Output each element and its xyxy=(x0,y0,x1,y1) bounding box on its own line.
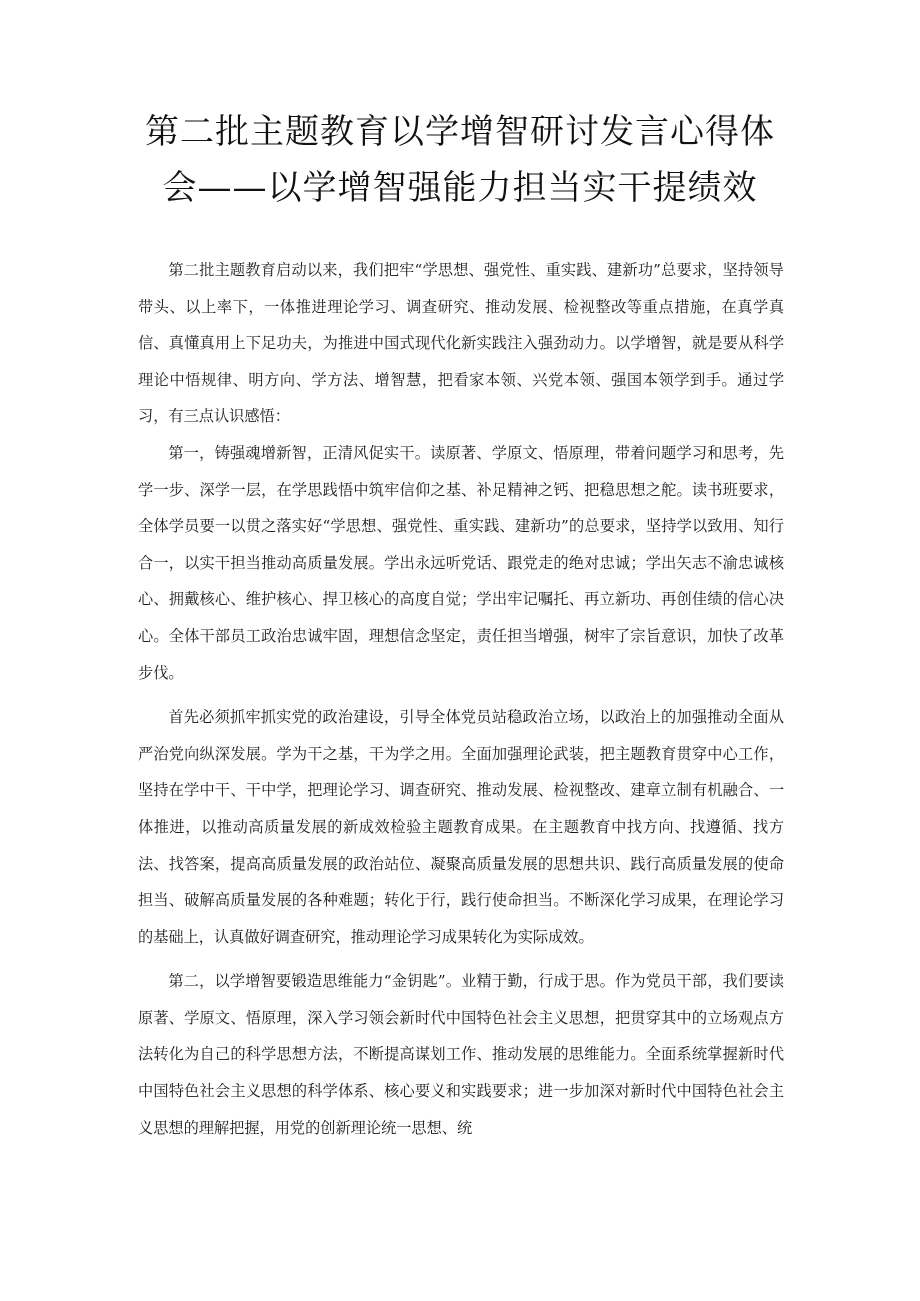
document-title xyxy=(120,104,800,216)
title-line-2: 会——以学增智强能力担当实干提绩效 xyxy=(162,168,758,208)
paragraph-political-building: 首先必须抓牢抓实党的政治建设，引导全体党员站稳政治立场，以政治上的加强推动全面从严治党向纵深发展。学为干之基，干为学之用。全面加强理论武装，把主题教育贯穿中心工作，坚持在学中干、干中学，把理论学习、调查研究、推动发展、检视整改、建章立制有机融合、一体推进，以推动高质量发展的新成效检验主题教育成果。在主题教育中找方向、找遵循、找方法、找答案，提高高质量发展的政治站位、凝聚高质量发展的思想共识、践行高质量发展的使命担当、破解高质量发展的各种难题；转化于行，践行使命担当。不断深化学习成果，在理论学习的基础上，认真做好调查研究，推动理论学习成果转化为实际成效。 xyxy=(138,708,784,946)
paragraph-point-two: 第二，以学增智要锻造思维能力“金钥匙”。业精于勤，行成于思。作为党员干部，我们要读原著、学原文、悟原理，深入学习领会新时代中国特色社会主义思想，把贯穿其中的立场观点方法转化为自己的科学思想方法，不断提高谋划工作、推动发展的思维能力。全面系统掌握新时代中国特色社会主义思想的科学体系、核心要义和实践要求；进一步加深对新时代中国特色社会主义思想的理解把握，用党的创新理论统一思想、统 xyxy=(138,972,784,1137)
document-body xyxy=(138,252,784,1146)
title-line-1: 第二批主题教育以学增智研讨发言心得体 xyxy=(145,112,775,152)
paragraph-intro: 第二批主题教育启动以来，我们把牢“学思想、强党性、重实践、建新功”总要求，坚持领导带头、以上率下，一体推进理论学习、调查研究、推动发展、检视整改等重点措施，在真学真信、真懂真用上下足功夫，为推进中国式现代化新实践注入强劲动力。以学增智，就是要从科学理论中悟规律、明方向、学方法、增智慧，把看家本领、兴党本领、强国本领学到手。通过学习，有三点认识感悟： xyxy=(138,261,784,426)
paragraph-point-one: 第一，铸强魂增新智，正清风促实干。读原著、学原文、悟原理，带着问题学习和思考，先学一步、深学一层，在学思践悟中筑牢信仰之基、补足精神之钙、把稳思想之舵。读书班要求，全体学员要一以贯之落实好“学思想、强党性、重实践、建新功”的总要求，坚持学以致用、知行合一，以实干担当推动高质量发展。学出永远听党话、跟党走的绝对忠诚；学出矢志不渝忠诚核心、拥戴核心、维护核心、捍卫核心的高度自觉；学出牢记嘱托、再立新功、再创佳绩的信心决心。全体干部员工政治忠诚牢固，理想信念坚定，责任担当增强，树牢了宗旨意识，加快了改革步伐。 xyxy=(138,443,784,682)
